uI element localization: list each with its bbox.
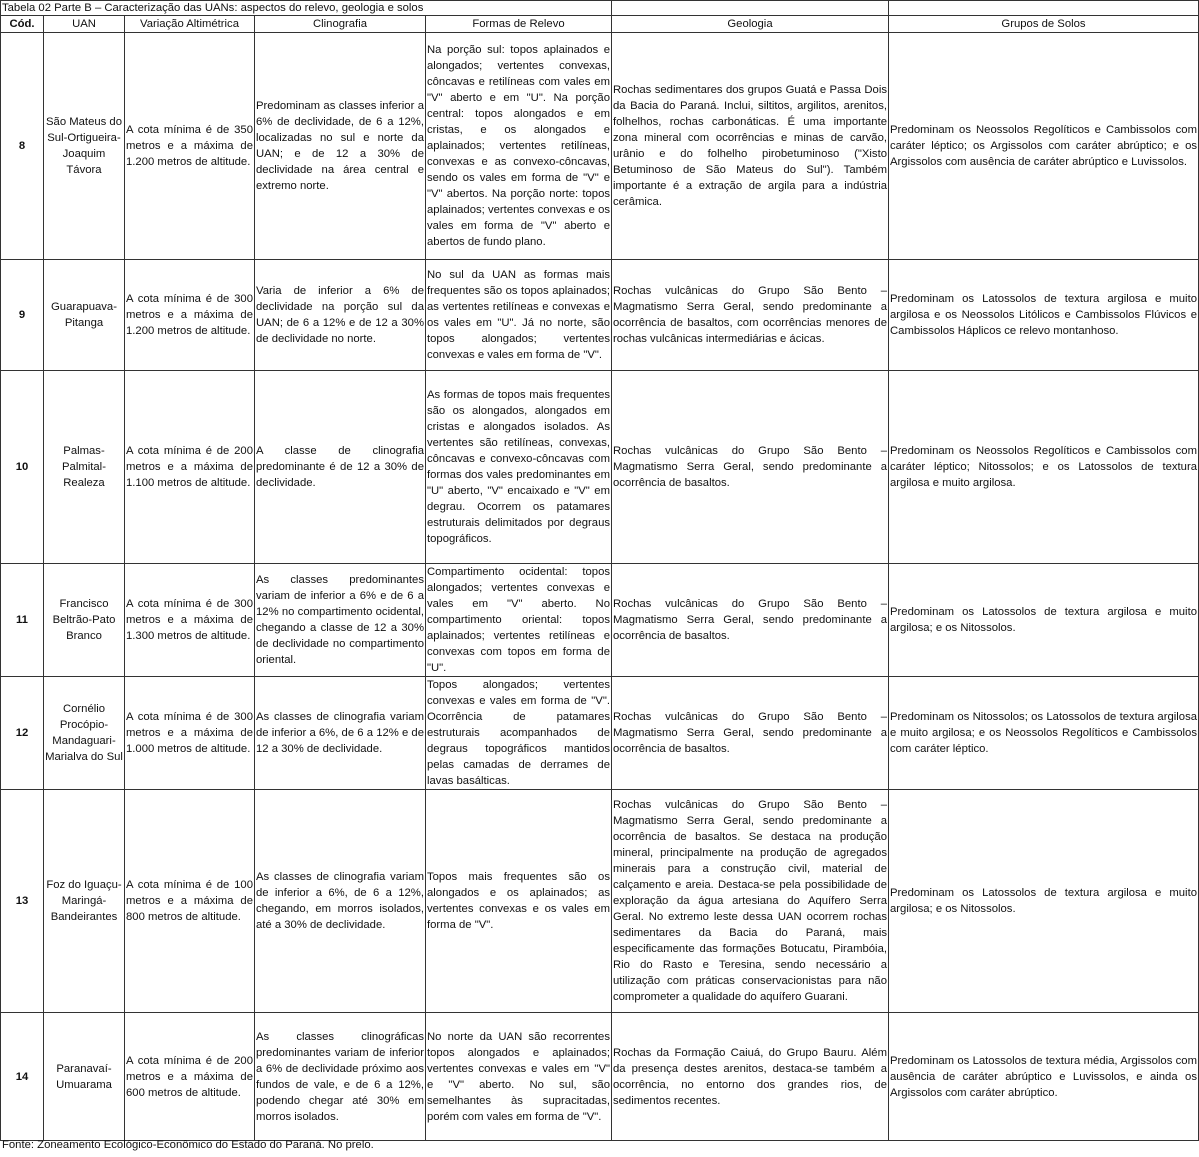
table-row xyxy=(1,371,1199,564)
table-row xyxy=(1,1013,1199,1141)
uan-cell: São Mateus do Sul-Ortigueira-Joaquim Távora xyxy=(44,33,125,260)
solos-cell: Predominam os Latossolos de textura argilosa e muito argilosa e os Neossolos Litólicos e Cambissolos Flúvicos e Cambissolos Háplicos ce relevo montanhoso. xyxy=(889,260,1199,371)
relevo-cell: Compartimento ocidental: topos alongados; vertentes convexas e vales em "V" aberto. No compartimento oriental: topos aplainados; vertentes retilíneas e convexas com topos em forma de "U". xyxy=(426,564,612,677)
relevo-cell: No sul da UAN as formas mais frequentes são os topos aplainados; as vertentes retilíneas e convexas e os vales em "U". Já no norte, são topos alongados; vertentes convexas e vales em forma de "V". xyxy=(426,260,612,371)
clinografia-cell: As classes de clinografia variam de inferior a 6%, de 6 a 12%, chegando, em morros isolados, até a 30% de declividade. xyxy=(255,790,426,1013)
header-altimetria: Variação Altimétrica xyxy=(125,16,255,33)
altimetria-cell: A cota mínima é de 300 metros e a máxima de 1.300 metros de altitude. xyxy=(125,564,255,677)
relevo-cell: As formas de topos mais frequentes são os alongados, alongados em cristas e alongados isolados. As vertentes são retilíneas, convexas, côncavas e convexo-côncavas com formas dos vales predominantes em "U" aberto, "V" encaixado e "V" em degrau. Ocorrem os patamares estruturais delimitados por degraus topográficos. xyxy=(426,371,612,564)
table-row xyxy=(1,677,1199,790)
cod-cell: 11 xyxy=(1,564,44,677)
uan-cell: Guarapuava-Pitanga xyxy=(44,260,125,371)
clinografia-cell: Varia de inferior a 6% de declividade na porção sul da UAN; de 6 a 12% e de 12 a 30% de declividade no norte. xyxy=(255,260,426,371)
header-relevo: Formas de Relevo xyxy=(426,16,612,33)
uan-cell: Francisco Beltrão-Pato Branco xyxy=(44,564,125,677)
header-cod: Cód. xyxy=(1,16,44,33)
header-geologia: Geologia xyxy=(612,16,889,33)
cod-cell: 9 xyxy=(1,260,44,371)
title-spacer-geologia xyxy=(612,1,889,16)
clinografia-cell: Predominam as classes inferior a 6% de declividade, de 6 a 12%, localizadas no sul e norte da UAN; e de 12 a 30% de declividade na área central e extremo norte. xyxy=(255,33,426,260)
altimetria-cell: A cota mínima é de 350 metros e a máxima de 1.200 metros de altitude. xyxy=(125,33,255,260)
geologia-cell: Rochas vulcânicas do Grupo São Bento – Magmatismo Serra Geral, sendo predominante a ocorrência de basaltos. Se destaca na produção mineral, principalmente na produção de agregados minerais para a construção civil, material de calçamento e areia. Destaca-se pela possibilidade de exploração da água artesiana do Aquífero Serra Geral. No extremo leste dessa UAN ocorrem rochas sedimentares da Bacia do Paraná, mais especificamente das formações Botucatu, Pirambóia, Rio do Rasto e Teresina, sendo necessário a utilização com práticas conservacionistas para não comprometer a qualidade do aquífero Guarani. xyxy=(612,790,889,1013)
table-row xyxy=(1,564,1199,677)
clinografia-cell: As classes predominantes variam de inferior a 6% e de 6 a 12% no compartimento ocidental, chegando a classe de 12 a 30% de declividade no compartimento oriental. xyxy=(255,564,426,677)
altimetria-cell: A cota mínima é de 300 metros e a máxima de 1.200 metros de altitude. xyxy=(125,260,255,371)
table-row xyxy=(1,260,1199,371)
header-row xyxy=(1,16,1199,33)
uan-cell: Paranavaí-Umuarama xyxy=(44,1013,125,1141)
altimetria-cell: A cota mínima é de 200 metros e a máxima de 1.100 metros de altitude. xyxy=(125,371,255,564)
cod-cell: 12 xyxy=(1,677,44,790)
solos-cell: Predominam os Latossolos de textura argilosa e muito argilosa; e os Nitossolos. xyxy=(889,790,1199,1013)
solos-cell: Predominam os Latossolos de textura média, Argissolos com ausência de caráter abrúptico e Luvissolos, e ainda os Argissolos com caráter abrúptico. xyxy=(889,1013,1199,1141)
geologia-cell: Rochas da Formação Caiuá, do Grupo Bauru. Além da presença destes arenitos, destaca-se também a ocorrência, no entorno dos grandes rios, de sedimentos recentes. xyxy=(612,1013,889,1141)
cod-cell: 14 xyxy=(1,1013,44,1141)
altimetria-cell: A cota mínima é de 100 metros e a máxima de 800 metros de altitude. xyxy=(125,790,255,1013)
geologia-cell: Rochas vulcânicas do Grupo São Bento – Magmatismo Serra Geral, sendo predominante a ocorrência de basaltos. xyxy=(612,371,889,564)
header-uan: UAN xyxy=(44,16,125,33)
geologia-cell: Rochas vulcânicas do Grupo São Bento – Magmatismo Serra Geral, sendo predominante a ocorrência de basaltos. xyxy=(612,564,889,677)
cod-cell: 8 xyxy=(1,33,44,260)
title-row xyxy=(1,1,1199,16)
relevo-cell: Na porção sul: topos aplainados e alongados; vertentes convexas, côncavas e retilíneas com vales em "V" aberto e em "U". Na porção central: topos alongados e em cristas, e os alongados e aplainados; vertentes retilíneas, convexas e as convexo-côncavas, sendo os vales em forma de "V" e "V" abertos. Na porção norte: topos aplainados; vertentes convexas e os vales em forma de "V" aberto e abertos de fundo plano. xyxy=(426,33,612,260)
relevo-cell: No norte da UAN são recorrentes topos alongados e aplainados; vertentes convexas e vales em "V" e "V" aberto. No sul, são semelhantes às supracitadas, porém com vales em forma de "V". xyxy=(426,1013,612,1141)
cod-cell: 10 xyxy=(1,371,44,564)
table-row xyxy=(1,33,1199,260)
header-solos: Grupos de Solos xyxy=(889,16,1199,33)
header-clinografia: Clinografia xyxy=(255,16,426,33)
relevo-cell: Topos alongados; vertentes convexas e vales em forma de "V". Ocorrência de patamares estruturais acompanhados de degraus topográficos mantidos pelas camadas de derrames de lavas basálticas. xyxy=(426,677,612,790)
uan-cell: Cornélio Procópio-Mandaguari-Marialva do Sul xyxy=(44,677,125,790)
altimetria-cell: A cota mínima é de 200 metros e a máxima de 600 metros de altitude. xyxy=(125,1013,255,1141)
uan-cell: Palmas-Palmital-Realeza xyxy=(44,371,125,564)
solos-cell: Predominam os Latossolos de textura argilosa e muito argilosa; e os Nitossolos. xyxy=(889,564,1199,677)
clinografia-cell: As classes clinográficas predominantes variam de inferior a 6% de declividade próximo aos fundos de vale, e de 6 a 12%, podendo chegar até 30% em morros isolados. xyxy=(255,1013,426,1141)
geologia-cell: Rochas sedimentares dos grupos Guatá e Passa Dois da Bacia do Paraná. Inclui, siltitos, argilitos, arenitos, folhelhos, rochas carbonáticas. É uma importante zona mineral com ocorrências e minas de carvão, urânio e do folhelho pirobetuminoso ("Xisto Betuminoso de São Mateus do Sul"). Também importante é a extração de argila para a indústria cerâmica. xyxy=(612,33,889,260)
cod-cell: 13 xyxy=(1,790,44,1013)
solos-cell: Predominam os Neossolos Regolíticos e Cambissolos com caráter léptico; os Argissolos com caráter abrúptico; e os Argissolos com ausência de caráter abrúptico e Luvissolos. xyxy=(889,33,1199,260)
source-note: Fonte: Zoneamento Ecológico-Econômico do Estado do Paraná. No prelo. xyxy=(2,1139,374,1151)
solos-cell: Predominam os Nitossolos; os Latossolos de textura argilosa e muito argilosa; e os Neossolos Regolíticos e Cambissolos com caráter léptico. xyxy=(889,677,1199,790)
clinografia-cell: A classe de clinografia predominante é de 12 a 30% de declividade. xyxy=(255,371,426,564)
clinografia-cell: As classes de clinografia variam de inferior a 6%, de 6 a 12% e de 12 a 30% de declividade. xyxy=(255,677,426,790)
table-title: Tabela 02 Parte B – Caracterização das UANs: aspectos do relevo, geologia e solos xyxy=(1,1,612,16)
table-row xyxy=(1,790,1199,1013)
solos-cell: Predominam os Neossolos Regolíticos e Cambissolos com caráter léptico; Nitossolos; e os Latossolos de textura argilosa e muito argilosa. xyxy=(889,371,1199,564)
altimetria-cell: A cota mínima é de 300 metros e a máxima de 1.000 metros de altitude. xyxy=(125,677,255,790)
geologia-cell: Rochas vulcânicas do Grupo São Bento – Magmatismo Serra Geral, sendo predominante a ocorrência de basaltos. xyxy=(612,677,889,790)
geologia-cell: Rochas vulcânicas do Grupo São Bento – Magmatismo Serra Geral, sendo predominante a ocorrência de basaltos, com ocorrências menores de rochas vulcânicas intermediárias e ácicas. xyxy=(612,260,889,371)
uan-cell: Foz do Iguaçu-Maringá-Bandeirantes xyxy=(44,790,125,1013)
title-spacer-solos xyxy=(889,1,1199,16)
relevo-cell: Topos mais frequentes são os alongados e os aplainados; as vertentes convexas e os vales em forma de "V". xyxy=(426,790,612,1013)
